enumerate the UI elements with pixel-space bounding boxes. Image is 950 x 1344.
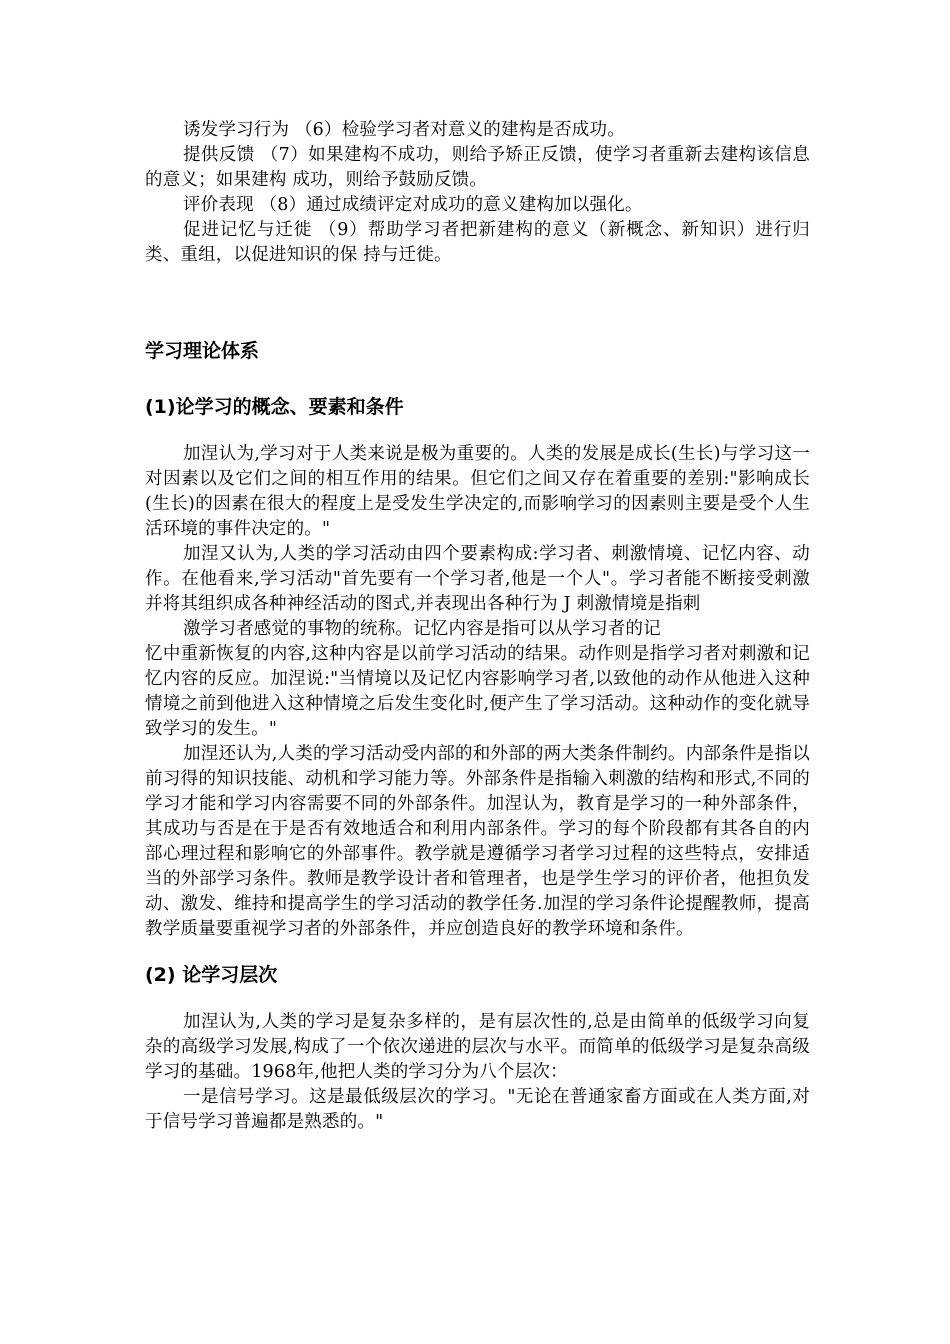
section2-paragraph: 加涅认为,人类的学习是复杂多样的，是有层次性的,总是由简单的低级学习向复杂的高级学习发展,构成了一个依次递进的层次与水平。而简单的低级学习是复杂高级学习的基础。1968年,他把人类的学习分为八个层次： [145, 1012, 810, 1082]
section1-paragraph: 加涅又认为,人类的学习活动由四个要素构成:学习者、刺激情境、记忆内容、动作。在他看来,学习活动"首先要有一个学习者,他是一个人"。学习者能不断接受刺激并将其组织成各种神经活动的图式,并表现出各种行为 J 刺激情境是指刺 [145, 544, 810, 614]
intro-paragraph: 提供反馈 （7）如果建构不成功，则给予矫正反馈，使学习者重新去建构该信息的意义；如果建构 成功，则给予鼓励反馈。 [145, 145, 810, 190]
section1-paragraph: 加涅认为,学习对于人类来说是极为重要的。人类的发展是成长(生长)与学习这一对因素以及它们之间的相互作用的结果。但它们之间又存在着重要的差别:"影响成长(生长)的因素在很大的程度上是受发生学决定的,而影响学习的因素则主要是受个人生活环境的事件决定的。" [145, 444, 810, 539]
section1-paragraph: 加涅还认为,人类的学习活动受内部的和外部的两大类条件制约。内部条件是指以前习得的知识技能、动机和学习能力等。外部条件是指输入刺激的结构和形式,不同的学习才能和学习内容需要不同的外部条件。加涅认为，教育是学习的一种外部条件，其成功与否是在于是否有效地适合和利用内部条件。学习的每个阶段都有其各自的内部心理过程和影响它的外部事件。教学就是遵循学习者学习过程的这些特点，安排适当的外部学习条件。教师是教学设计者和管理者，也是学生学习的评价者，他担负发动、激发、维持和提高学生的学习活动的教学任务.加涅的学习条件论提醒教师，提高教学质量要重视学习者的外部条件，并应创造良好的教学环境和条件。 [145, 744, 810, 939]
document-page [145, 118, 810, 1135]
section1-paragraph: 忆中重新恢复的内容,这种内容是以前学习活动的结果。动作则是指学习者对刺激和记忆内容的反应。加涅说:"当情境以及记忆内容影响学习者,以致他的动作从他进入这种情境之前到他进入这种情境之后发生变化时,便产生了学习活动。这种动作的变化就导致学习的发生。" [145, 644, 810, 739]
main-heading: 学习理论体系 [145, 340, 260, 362]
intro-paragraph: 评价表现 （8）通过成绩评定对成功的意义建构加以强化。 [183, 195, 643, 215]
intro-paragraph: 诱发学习行为 （6）检验学习者对意义的建构是否成功。 [183, 120, 625, 140]
section1-paragraph: 激学习者感觉的事物的统称。记忆内容是指可以从学习者的记 [183, 619, 661, 639]
intro-paragraph: 促进记忆与迁徙 （9）帮助学习者把新建构的意义（新概念、新知识）进行归类、重组，以促进知识的保 持与迁徙。 [145, 220, 810, 265]
section2-heading: (2) 论学习层次 [145, 964, 278, 986]
section1-heading: (1)论学习的概念、要素和条件 [145, 396, 404, 418]
section2-paragraph: 一是信号学习。这是最低级层次的学习。"无论在普通家畜方面或在人类方面,对于信号学习普遍都是熟悉的。" [145, 1087, 810, 1132]
